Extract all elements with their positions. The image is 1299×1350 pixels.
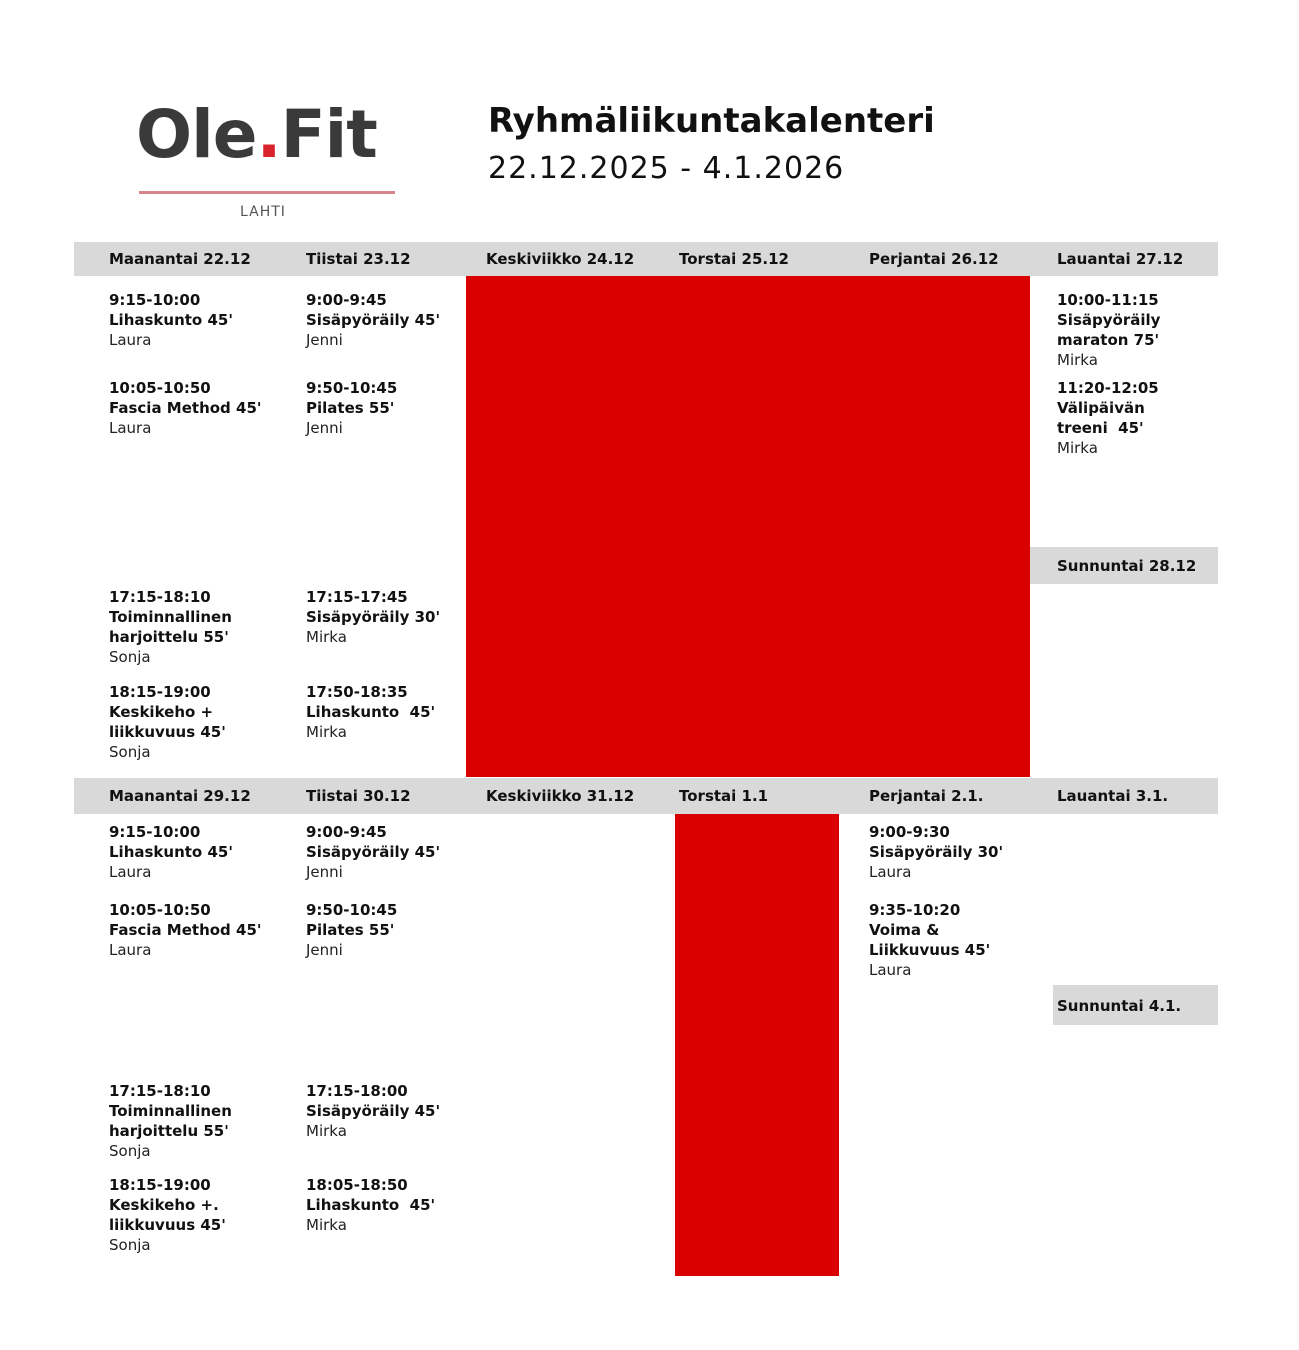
class-entry (109, 822, 269, 882)
class-name: Sisäpyöräily 45' (306, 843, 441, 861)
week2-day-fri: Perjantai 2.1. (869, 787, 984, 805)
class-entry (306, 378, 466, 438)
week1-day-thu: Torstai 25.12 (679, 250, 789, 268)
class-instructor: Jenni (306, 863, 343, 881)
class-time: 17:50-18:35 (306, 683, 408, 701)
class-time: 11:20-12:05 (1057, 379, 1159, 397)
logo (136, 96, 377, 173)
class-entry (109, 1081, 269, 1161)
class-time: 9:00-9:30 (869, 823, 950, 841)
week2-day-mon: Maanantai 29.12 (109, 787, 251, 805)
class-instructor: Jenni (306, 331, 343, 349)
class-name: Keskikeho +. liikkuvuus 45' (109, 1196, 226, 1234)
week1-day-sun: Sunnuntai 28.12 (1057, 557, 1197, 575)
class-name: Lihaskunto 45' (109, 311, 233, 329)
class-time: 17:15-18:10 (109, 588, 211, 606)
class-time: 10:05-10:50 (109, 901, 211, 919)
class-time: 17:15-17:45 (306, 588, 408, 606)
class-instructor: Mirka (306, 723, 347, 741)
class-entry (109, 378, 269, 438)
closed-block-week1 (466, 276, 1030, 777)
class-time: 17:15-18:10 (109, 1082, 211, 1100)
class-name: Pilates 55' (306, 399, 395, 417)
class-name: Lihaskunto 45' (306, 1196, 436, 1214)
week1-day-sat: Lauantai 27.12 (1057, 250, 1184, 268)
week2-day-thu: Torstai 1.1 (679, 787, 769, 805)
week1-day-fri: Perjantai 26.12 (869, 250, 999, 268)
week2-day-sat: Lauantai 3.1. (1057, 787, 1169, 805)
class-name: Lihaskunto 45' (306, 703, 436, 721)
class-instructor: Sonja (109, 1142, 151, 1160)
class-time: 9:50-10:45 (306, 901, 398, 919)
class-instructor: Laura (109, 863, 152, 881)
class-instructor: Laura (869, 961, 912, 979)
class-instructor: Laura (109, 941, 152, 959)
class-name: Sisäpyöräily maraton 75' (1057, 311, 1161, 349)
logo-dot: . (256, 96, 281, 173)
class-name: Toiminnallinen harjoittelu 55' (109, 608, 232, 646)
class-entry (306, 290, 466, 350)
week2-day-wed: Keskiviikko 31.12 (486, 787, 635, 805)
class-entry (306, 1081, 466, 1141)
date-range: 22.12.2025 - 4.1.2026 (488, 151, 845, 186)
class-entry (109, 1175, 269, 1255)
week2-day-tue: Tiistai 30.12 (306, 787, 411, 805)
class-name: Voima & Liikkuvuus 45' (869, 921, 991, 959)
class-instructor: Sonja (109, 1236, 151, 1254)
class-instructor: Jenni (306, 941, 343, 959)
logo-location: LAHTI (240, 204, 286, 220)
week1-day-wed: Keskiviikko 24.12 (486, 250, 635, 268)
class-instructor: Mirka (1057, 351, 1098, 369)
class-entry (1057, 290, 1217, 370)
class-name: Sisäpyöräily 30' (306, 608, 441, 626)
class-entry (109, 682, 269, 762)
class-entry (306, 900, 466, 960)
class-entry (109, 290, 269, 350)
class-instructor: Laura (109, 419, 152, 437)
class-time: 10:00-11:15 (1057, 291, 1159, 309)
class-instructor: Sonja (109, 648, 151, 666)
class-name: Keskikeho + liikkuvuus 45' (109, 703, 226, 741)
class-time: 10:05-10:50 (109, 379, 211, 397)
class-entry (306, 822, 466, 882)
class-entry (306, 587, 466, 647)
class-name: Pilates 55' (306, 921, 395, 939)
week1-day-tue: Tiistai 23.12 (306, 250, 411, 268)
class-instructor: Mirka (306, 1122, 347, 1140)
class-name: Sisäpyöräily 30' (869, 843, 1004, 861)
class-time: 9:15-10:00 (109, 823, 201, 841)
class-entry (109, 587, 269, 667)
class-time: 17:15-18:00 (306, 1082, 408, 1100)
class-instructor: Sonja (109, 743, 151, 761)
class-name: Fascia Method 45' (109, 921, 262, 939)
class-time: 9:50-10:45 (306, 379, 398, 397)
class-instructor: Laura (109, 331, 152, 349)
class-time: 18:15-19:00 (109, 1176, 211, 1194)
class-name: Sisäpyöräily 45' (306, 1102, 441, 1120)
class-instructor: Jenni (306, 419, 343, 437)
class-name: Fascia Method 45' (109, 399, 262, 417)
class-time: 9:15-10:00 (109, 291, 201, 309)
class-name: Toiminnallinen harjoittelu 55' (109, 1102, 232, 1140)
class-time: 18:05-18:50 (306, 1176, 408, 1194)
class-time: 9:35-10:20 (869, 901, 961, 919)
closed-block-week2 (675, 814, 839, 1276)
class-name: Lihaskunto 45' (109, 843, 233, 861)
page-title: Ryhmäliikuntakalenteri (488, 101, 935, 141)
logo-underline (139, 191, 395, 194)
class-instructor: Laura (869, 863, 912, 881)
class-entry (1057, 378, 1217, 458)
logo-wordmark: Ole.Fit (136, 96, 377, 173)
class-instructor: Mirka (306, 628, 347, 646)
class-entry (869, 900, 1029, 980)
week2-day-sun: Sunnuntai 4.1. (1057, 997, 1182, 1015)
class-name: Sisäpyöräily 45' (306, 311, 441, 329)
class-entry (306, 682, 466, 742)
class-name: Välipäivän treeni 45' (1057, 399, 1145, 437)
week1-day-mon: Maanantai 22.12 (109, 250, 251, 268)
class-instructor: Mirka (306, 1216, 347, 1234)
class-entry (869, 822, 1029, 882)
class-entry (306, 1175, 466, 1235)
class-entry (109, 900, 269, 960)
class-time: 9:00-9:45 (306, 823, 387, 841)
class-instructor: Mirka (1057, 439, 1098, 457)
class-time: 18:15-19:00 (109, 683, 211, 701)
class-time: 9:00-9:45 (306, 291, 387, 309)
